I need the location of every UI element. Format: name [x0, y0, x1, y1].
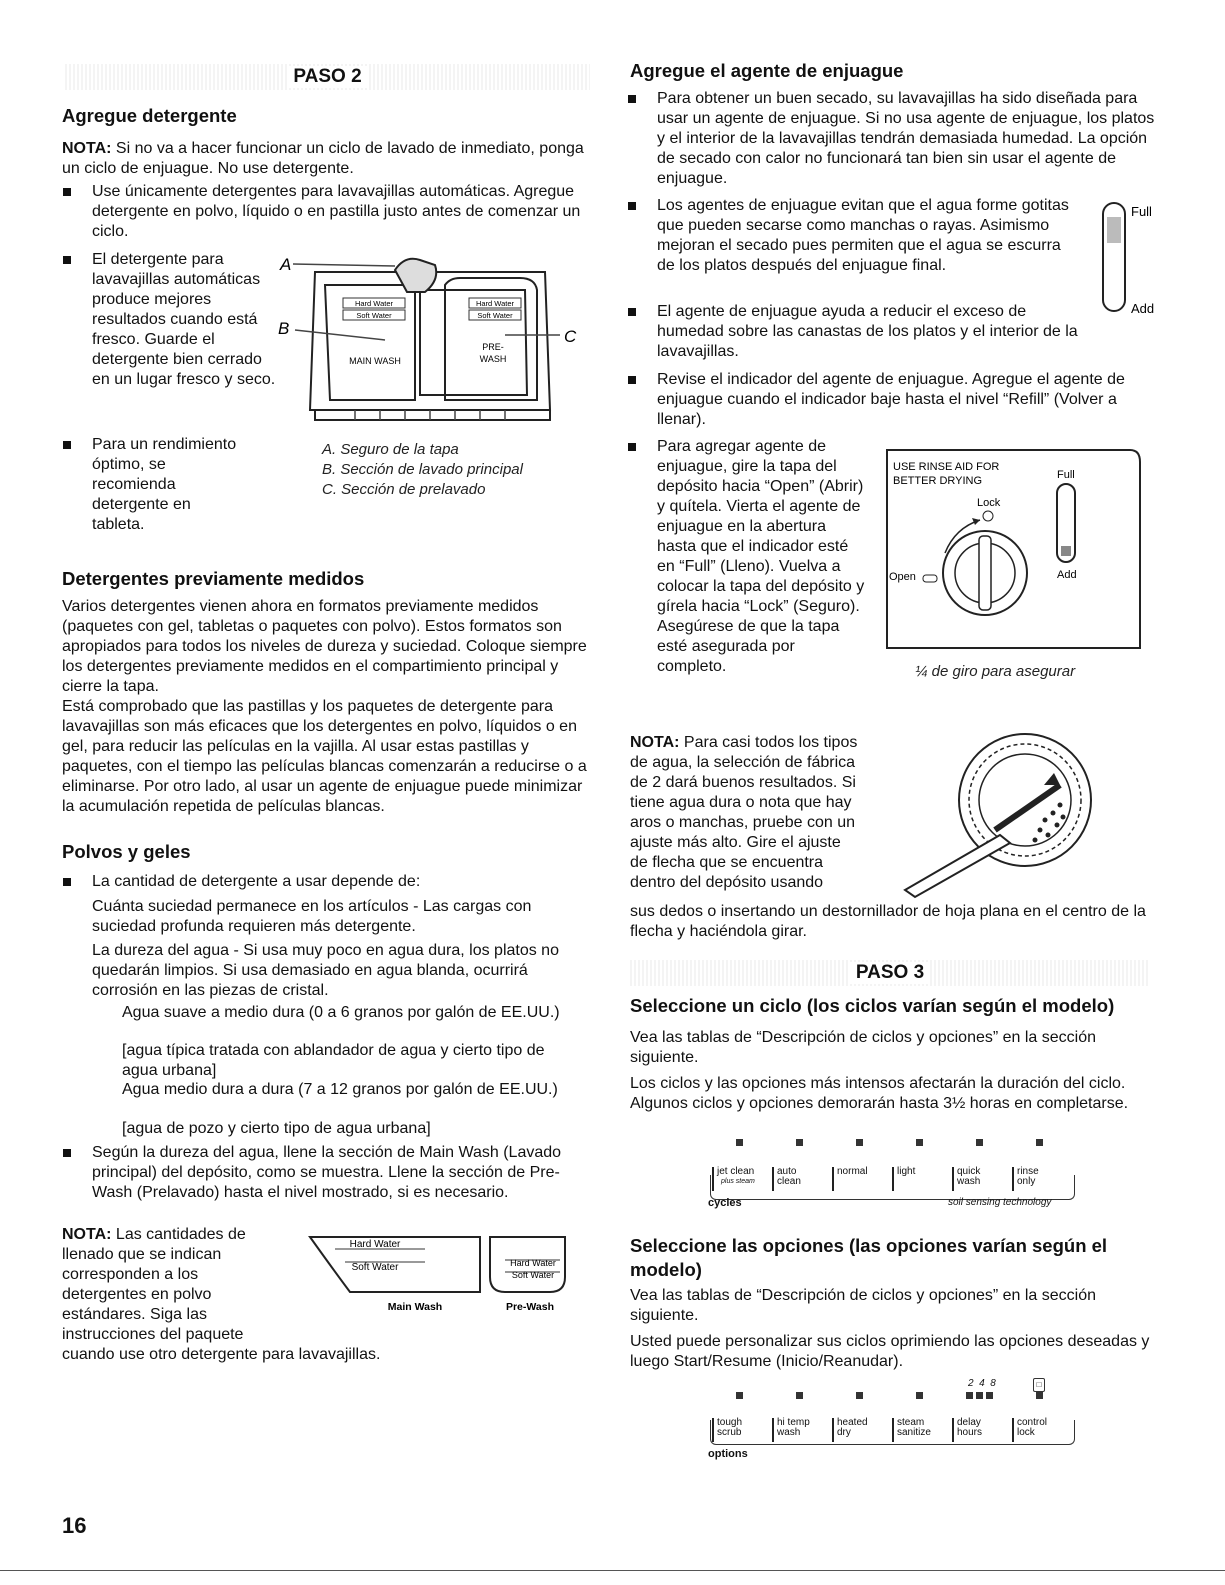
cycle-button-4-sublabel: wash [957, 1176, 981, 1187]
cycle-button-3[interactable] [892, 1167, 953, 1191]
paso-2-banner [65, 64, 590, 90]
cycle-indicator-5 [1036, 1139, 1043, 1146]
nota-enjuague-label: NOTA: [630, 734, 680, 751]
fig3-use-rinse-2: BETTER DRYING [893, 475, 983, 487]
bullet-revise-indicador: Revise el indicador del agente de enjuague. Agregue el agente de enjuague cuando el indicador baje hasta el nivel “Refill” (Volver a llenar). [627, 370, 1162, 430]
fig1-soft-water-2: Soft Water [477, 311, 513, 320]
premedidos-p2: Está comprobado que las pastillas y los paquetes de detergente para lavavajillas son más eficaces que los detergentes en polvo, líquidos o en gel, para reducir las películas en la vajilla. Al usar estas pastillas y paquetes, con el tiempo las películas blancas comenzarán a reducirse o a eliminarse. Por otro lado, al usar un agente de enjuague puede minimizar la acumulación repetida de películas blancas. [62, 698, 587, 815]
fig1-label-a: A [280, 255, 292, 274]
cycle-button-1[interactable] [772, 1167, 833, 1191]
fig1-pre-wash-2: WASH [479, 354, 507, 364]
polvos-sub3a: Agua suave a medio dura (0 a 6 granos por galón de EE.UU.) [122, 1004, 560, 1021]
heading-premedidos: Detergentes previamente medidos [62, 568, 365, 589]
polvos-sub1: Cuánta suciedad permanece en los artículos - Las cargas con suciedad profunda requieren más detergente. [92, 898, 532, 935]
option-indicator-4-extra-1 [986, 1392, 993, 1399]
option-indicator-4 [976, 1392, 983, 1399]
nota2-line4: detergentes en polvo [62, 1286, 212, 1303]
fig2-soft-water: Soft Water [351, 1262, 399, 1273]
fig1-hard-water: Hard Water [354, 299, 394, 308]
gauge-add: Add [1131, 301, 1155, 316]
polvos-sub2: La dureza del agua - Si usa muy poco en agua dura, los platos no quedarán limpios. Si usa demasiado en agua blanda, ocurrirá corrosión en las piezas de cristal. [92, 942, 559, 999]
cycle-button-5-sublabel: only [1017, 1176, 1036, 1187]
nota2-line5: estándares. Siga las [62, 1306, 207, 1323]
cycles-label: cycles [708, 1197, 742, 1209]
cycle-button-3-label: light [897, 1166, 916, 1177]
heading-agregue-detergente: Agregue detergente [62, 105, 237, 126]
cycle-button-1-sublabel: clean [777, 1176, 801, 1187]
cycles-panel [710, 1135, 1075, 1215]
cycles-tagline: soil sensing technology [948, 1197, 1052, 1208]
dispenser-figure [275, 250, 585, 430]
cycle-button-0[interactable] [712, 1167, 773, 1191]
bullet-use-unicamente: Use únicamente detergentes para lavavajillas automáticas. Agregue detergente en polvo, líquido o en pastilla justo antes de comenzar un ciclo. [62, 182, 592, 242]
nota-text: Si no va a hacer funcionar un ciclo de lavado de inmediato, ponga un ciclo de enjuague. No use detergente. [62, 140, 584, 177]
option-button-2[interactable] [832, 1418, 893, 1442]
option-button-5[interactable] [1012, 1418, 1073, 1442]
opciones-p1: Vea las tablas de “Descripción de ciclos y opciones” en la sección siguiente. [630, 1287, 1097, 1324]
heading-polvos-geles: Polvos y geles [62, 841, 191, 862]
nota-enjuague [630, 733, 860, 893]
fig3-caption: ¼ de giro para asegurar [915, 663, 1076, 680]
option-indicator-3 [916, 1392, 923, 1399]
option-button-0-label: tough [717, 1417, 743, 1428]
nota2-line3: corresponden a los [62, 1266, 199, 1283]
ciclo-p2: Los ciclos y las opciones más intensos afectarán la duración del ciclo. Algunos ciclos y opciones demorarán hasta 3½ horas en completarse. [630, 1075, 1129, 1112]
cycle-button-4-label: quick [957, 1166, 981, 1177]
fig3-lock: Lock [977, 497, 1001, 509]
caption-c: C. Sección de prelavado [322, 481, 486, 498]
cycle-button-5-label: rinse [1017, 1166, 1039, 1177]
cycle-indicator-1 [796, 1139, 803, 1146]
fig1-soft-water: Soft Water [356, 311, 392, 320]
option-button-4-label: delay [957, 1417, 981, 1428]
paso-3-banner [630, 960, 1150, 986]
fig3-full: Full [1057, 469, 1075, 481]
option-button-4[interactable] [952, 1418, 1013, 1442]
option-indicator-5 [1036, 1392, 1043, 1399]
delay-numbers: 2 4 8 [968, 1378, 996, 1389]
cycle-indicator-0 [736, 1139, 743, 1146]
caption-b: B. Sección de lavado principal [322, 461, 523, 478]
rinse-cap-figure [885, 448, 1145, 658]
fig3-use-rinse-1: USE RINSE AID FOR [893, 461, 1000, 473]
option-button-2-sublabel: dry [837, 1427, 851, 1438]
option-button-3-sublabel: sanitize [897, 1427, 931, 1438]
fig3-open: Open [889, 571, 916, 583]
option-button-0[interactable] [712, 1418, 773, 1442]
nota2-line6: instrucciones del paquete [62, 1326, 244, 1343]
option-indicator-0 [736, 1392, 743, 1399]
option-button-4-sublabel: hours [957, 1427, 983, 1438]
cycle-indicator-4 [976, 1139, 983, 1146]
cycle-button-2-label: normal [837, 1166, 868, 1177]
fig2-main-wash: Main Wash [387, 1301, 443, 1313]
cycle-indicator-3 [916, 1139, 923, 1146]
cycle-button-0-label: jet clean [717, 1166, 755, 1177]
nota2-label: NOTA: [62, 1226, 112, 1243]
fig1-pre-wash-1: PRE- [482, 342, 504, 352]
fig1-main-wash: MAIN WASH [349, 356, 401, 366]
option-button-1-sublabel: wash [777, 1427, 801, 1438]
option-button-1-label: hi temp [777, 1417, 810, 1428]
nota2-line1: Las cantidades de [111, 1226, 246, 1243]
fig2-soft-water-2: Soft Water [511, 1270, 555, 1280]
caption-a: A. Seguro de la tapa [322, 441, 459, 458]
bullet-tableta: Para un rendimiento óptimo, se recomienda detergente en tableta. [62, 435, 237, 535]
ciclo-p1: Vea las tablas de “Descripción de ciclos y opciones” en la sección siguiente. [630, 1029, 1097, 1066]
bottom-rule [0, 1570, 1225, 1571]
fill-levels-figure [305, 1232, 585, 1322]
cycle-button-2[interactable] [832, 1167, 893, 1191]
fig2-pre-wash: Pre-Wash [505, 1301, 555, 1313]
page-number: 16 [62, 1513, 87, 1538]
fig3-add: Add [1057, 569, 1077, 581]
bullet-buen-secado: Para obtener un buen secado, su lavavajillas ha sido diseñada para usar un agente de enjuague. Si no usa agente de enjuague, los platos y el interior de la lavavajillas tendrán demasiada humedad. La opción de secado con calor no funcionará tan bien sin usar el agente de enjuague. [627, 89, 1162, 189]
fig1-label-b: B [278, 319, 290, 338]
option-indicator-1 [796, 1392, 803, 1399]
option-button-1[interactable] [772, 1418, 833, 1442]
cycle-button-5[interactable] [1012, 1167, 1073, 1191]
option-indicator-2 [856, 1392, 863, 1399]
heading-seleccione-opciones: Seleccione las opciones (las opciones varían según el modelo) [630, 1235, 1108, 1280]
heading-seleccione-ciclo: Seleccione un ciclo (los ciclos varían según el modelo) [630, 995, 1115, 1016]
cycle-indicator-2 [856, 1139, 863, 1146]
option-button-2-label: heated [837, 1417, 868, 1428]
bullet-gotitas: Los agentes de enjuague evitan que el agua forme gotitas que pueden secarse como manchas o rayas. Asimismo mejoran el secado pues permiten que el agua se escurra de los platos después del enjuague final. [627, 196, 1077, 276]
rinse-dial-figure [895, 725, 1110, 900]
option-button-3[interactable] [892, 1418, 953, 1442]
nota-enjuague-text: Para casi todos los tipos de agua, la selección de fábrica de 2 dará buenos resultados. Si tiene agua dura o nota que hay aros o manchas, pruebe con un ajuste más alto. Gire el ajuste de flecha que se encuentra dentro del depósito usando [630, 734, 858, 891]
gauge-full: Full [1131, 204, 1152, 219]
paso-2-label: PASO 2 [287, 66, 367, 88]
options-panel [710, 1378, 1075, 1473]
option-button-3-label: steam [897, 1417, 925, 1428]
option-button-0-sublabel: scrub [717, 1427, 742, 1438]
nota-label: NOTA: [62, 140, 112, 157]
rinse-level-gauge [1095, 195, 1165, 320]
fig2-hard-water-2: Hard Water [510, 1258, 556, 1268]
nota2-line7: cuando use otro detergente para lavavajillas. [62, 1346, 381, 1363]
fig1-hard-water-2: Hard Water [475, 299, 515, 308]
bullet-exceso-humedad: El agente de enjuague ayuda a reducir el exceso de humedad sobre las canastas de los platos y el interior de la lavavajillas. [627, 302, 1097, 362]
bullet-dureza: Según la dureza del agua, llene la sección de Main Wash (Lavado principal) del depósito, como se muestra. Llene la sección de Pre-Wash (Prelavado) hasta el nivel mostrado, si es necesario. [62, 1143, 592, 1203]
option-indicator-4-extra-0 [966, 1392, 973, 1399]
nota-detergente [62, 139, 587, 179]
nota-enjuague-end: sus dedos o insertando un destornillador de hoja plana en el centro de la flecha y haciéndola girar. [630, 903, 1146, 940]
opciones-p2: Usted puede personalizar sus ciclos oprimiendo las opciones deseadas y luego Start/Resume (Inicio/Reanudar). [630, 1333, 1150, 1370]
premedidos-p1: Varios detergentes vienen ahora en formatos previamente medidos (paquetes con gel, tabletas o paquetes con polvo). Estos formatos son apropiados para todos los niveles de dureza y suciedad. Coloque siempre los detergentes previamente medidos en el compartimiento principal y cierre la tapa. [62, 598, 587, 695]
lock-icon: □ [1033, 1378, 1045, 1392]
polvos-sub4b: [agua de pozo y cierto tipo de agua urbana] [122, 1120, 431, 1137]
cycle-button-4[interactable] [952, 1167, 1013, 1191]
option-button-5-sublabel: lock [1017, 1427, 1035, 1438]
polvos-sub4a: Agua medio dura a dura (7 a 12 granos por galón de EE.UU.) [122, 1081, 558, 1098]
option-button-5-label: control [1017, 1417, 1048, 1428]
bullet-para-agregar: Para agregar agente de enjuague, gire la tapa del depósito hacia “Open” (Abrir) y quítela. Vierta el agente de enjuague en la abertura hasta que el indicador esté en “Full” (Lleno). Vuelva a colocar la tapa del depósito y gírela hacia “Lock” (Seguro). Asegúrese de que la tapa esté asegurada por completo. [627, 437, 867, 677]
fig2-hard-water: Hard Water [349, 1239, 401, 1250]
fig1-label-c: C [564, 327, 577, 346]
heading-agente-enjuague: Agregue el agente de enjuague [630, 60, 904, 81]
polvos-sub3b: [agua típica tratada con ablandador de agua y cierto tipo de agua urbana] [122, 1042, 545, 1079]
bullet-detergente-fresco: El detergente para lavavajillas automáticas produce mejores resultados cuando está fresco. Guarde el detergente bien cerrado en un lugar fresco y seco. [62, 250, 277, 390]
cycle-button-0-sublabel: plus steam [721, 1178, 755, 1185]
paso-3-label: PASO 3 [850, 962, 930, 984]
options-label: options [708, 1448, 748, 1460]
bullet-cantidad: La cantidad de detergente a usar depende de: [62, 872, 592, 892]
cycle-button-1-label: auto [777, 1166, 797, 1177]
nota2-line2: llenado que se indican [62, 1246, 222, 1263]
